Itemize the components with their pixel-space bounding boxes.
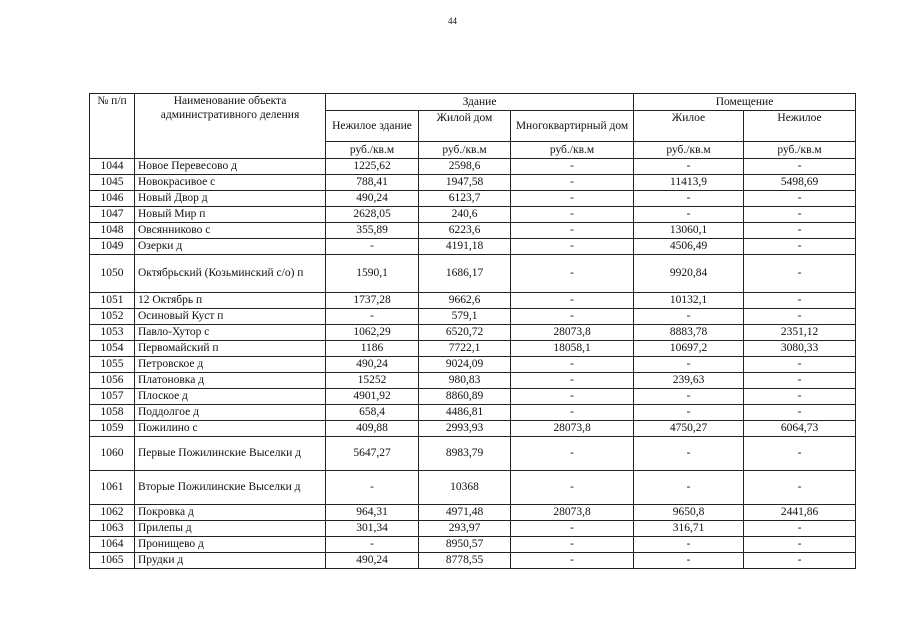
value-apartment-building: 28073,8 <box>511 325 634 341</box>
value-residential-premises: 11413,9 <box>634 175 744 191</box>
table-row <box>90 175 856 191</box>
value-nonresidential-building: 355,89 <box>326 223 419 239</box>
row-number: 1047 <box>90 207 135 223</box>
value-residential-house: 4191,18 <box>419 239 511 255</box>
row-name: Октябрьский (Козьминский с/о) п <box>135 255 326 293</box>
value-nonresidential-premises: - <box>744 537 856 553</box>
table-row <box>90 537 856 553</box>
value-residential-house: 9024,09 <box>419 357 511 373</box>
value-residential-premises: 9920,84 <box>634 255 744 293</box>
unit-label: руб./кв.м <box>419 142 511 159</box>
value-apartment-building: - <box>511 207 634 223</box>
value-nonresidential-premises: 2441,86 <box>744 505 856 521</box>
row-number: 1064 <box>90 537 135 553</box>
table-row <box>90 341 856 357</box>
row-number: 1045 <box>90 175 135 191</box>
value-nonresidential-building: 788,41 <box>326 175 419 191</box>
value-nonresidential-premises: 2351,12 <box>744 325 856 341</box>
col-header-number: № п/п <box>90 94 135 159</box>
row-number: 1048 <box>90 223 135 239</box>
value-residential-premises: 8883,78 <box>634 325 744 341</box>
value-nonresidential-building: 490,24 <box>326 191 419 207</box>
value-residential-house: 9662,6 <box>419 293 511 309</box>
value-residential-premises: 239,63 <box>634 373 744 389</box>
table-row <box>90 471 856 505</box>
row-name: Вторые Пожилинские Выселки д <box>135 471 326 505</box>
value-nonresidential-building: 1737,28 <box>326 293 419 309</box>
value-residential-house: 1947,58 <box>419 175 511 191</box>
value-nonresidential-building: 1062,29 <box>326 325 419 341</box>
value-residential-house: 579,1 <box>419 309 511 325</box>
value-apartment-building: - <box>511 405 634 421</box>
value-residential-house: 8778,55 <box>419 553 511 569</box>
row-name: Петровское д <box>135 357 326 373</box>
row-number: 1057 <box>90 389 135 405</box>
value-apartment-building: - <box>511 471 634 505</box>
table-row <box>90 239 856 255</box>
value-nonresidential-premises: 6064,73 <box>744 421 856 437</box>
value-apartment-building: 28073,8 <box>511 505 634 521</box>
row-name: Прилепы д <box>135 521 326 537</box>
value-residential-premises: 4750,27 <box>634 421 744 437</box>
value-nonresidential-building: 5647,27 <box>326 437 419 471</box>
value-nonresidential-premises: - <box>744 239 856 255</box>
value-nonresidential-building: 409,88 <box>326 421 419 437</box>
table-row <box>90 373 856 389</box>
row-name: Покровка д <box>135 505 326 521</box>
value-nonresidential-premises: - <box>744 405 856 421</box>
table-row <box>90 309 856 325</box>
value-nonresidential-premises: 3080,33 <box>744 341 856 357</box>
value-nonresidential-building: 1590,1 <box>326 255 419 293</box>
price-table <box>89 93 856 569</box>
value-nonresidential-premises: - <box>744 223 856 239</box>
col-header-residential-house: Жилой дом <box>419 111 511 142</box>
value-apartment-building: - <box>511 437 634 471</box>
value-residential-house: 6123,7 <box>419 191 511 207</box>
row-number: 1054 <box>90 341 135 357</box>
value-apartment-building: - <box>511 309 634 325</box>
value-nonresidential-building: - <box>326 309 419 325</box>
value-nonresidential-premises: - <box>744 437 856 471</box>
row-name: Озерки д <box>135 239 326 255</box>
row-number: 1062 <box>90 505 135 521</box>
value-nonresidential-building: 301,34 <box>326 521 419 537</box>
row-number: 1046 <box>90 191 135 207</box>
row-name: Новый Мир п <box>135 207 326 223</box>
value-residential-premises: 316,71 <box>634 521 744 537</box>
row-name: Первые Пожилинские Выселки д <box>135 437 326 471</box>
value-residential-house: 10368 <box>419 471 511 505</box>
value-apartment-building: - <box>511 175 634 191</box>
value-residential-house: 8983,79 <box>419 437 511 471</box>
col-header-building: Здание <box>326 94 634 111</box>
value-residential-house: 7722,1 <box>419 341 511 357</box>
row-number: 1061 <box>90 471 135 505</box>
table-row <box>90 521 856 537</box>
col-header-premises: Помещение <box>634 94 856 111</box>
value-residential-premises: - <box>634 471 744 505</box>
value-residential-premises: - <box>634 357 744 373</box>
value-residential-house: 4486,81 <box>419 405 511 421</box>
value-apartment-building: 18058,1 <box>511 341 634 357</box>
value-nonresidential-premises: - <box>744 293 856 309</box>
row-name: Новокрасивое с <box>135 175 326 191</box>
value-residential-house: 293,97 <box>419 521 511 537</box>
row-number: 1065 <box>90 553 135 569</box>
table-row <box>90 159 856 175</box>
value-residential-premises: - <box>634 405 744 421</box>
row-number: 1049 <box>90 239 135 255</box>
value-residential-house: 6520,72 <box>419 325 511 341</box>
unit-label: руб./кв.м <box>634 142 744 159</box>
value-residential-premises: 10697,2 <box>634 341 744 357</box>
value-residential-premises: - <box>634 553 744 569</box>
value-apartment-building: - <box>511 159 634 175</box>
value-residential-premises: - <box>634 537 744 553</box>
value-residential-house: 240,6 <box>419 207 511 223</box>
value-residential-house: 8860,89 <box>419 389 511 405</box>
value-nonresidential-premises: - <box>744 255 856 293</box>
value-residential-house: 8950,57 <box>419 537 511 553</box>
row-number: 1063 <box>90 521 135 537</box>
table-row <box>90 405 856 421</box>
row-name: Первомайский п <box>135 341 326 357</box>
row-number: 1059 <box>90 421 135 437</box>
value-nonresidential-building: 4901,92 <box>326 389 419 405</box>
value-nonresidential-building: 15252 <box>326 373 419 389</box>
value-nonresidential-building: 658,4 <box>326 405 419 421</box>
value-apartment-building: - <box>511 255 634 293</box>
row-name: Поддолгое д <box>135 405 326 421</box>
table-row <box>90 293 856 309</box>
row-number: 1056 <box>90 373 135 389</box>
value-apartment-building: - <box>511 373 634 389</box>
col-header-residential-premises: Жилое <box>634 111 744 142</box>
unit-label: руб./кв.м <box>744 142 856 159</box>
value-apartment-building: - <box>511 239 634 255</box>
value-residential-premises: 4506,49 <box>634 239 744 255</box>
table-row <box>90 421 856 437</box>
col-header-name: Наименование объекта административного деления <box>135 94 326 159</box>
table-row <box>90 553 856 569</box>
row-name: Новое Перевесово д <box>135 159 326 175</box>
value-apartment-building: - <box>511 553 634 569</box>
table-row <box>90 207 856 223</box>
row-name: Овсянниково с <box>135 223 326 239</box>
table-row <box>90 223 856 239</box>
value-apartment-building: - <box>511 191 634 207</box>
col-header-apartment-building: Многоквартирный дом <box>511 111 634 142</box>
value-nonresidential-premises: - <box>744 159 856 175</box>
value-residential-house: 980,83 <box>419 373 511 389</box>
value-nonresidential-building: - <box>326 537 419 553</box>
row-name: Осиновый Куст п <box>135 309 326 325</box>
value-residential-house: 2993,93 <box>419 421 511 437</box>
value-apartment-building: - <box>511 521 634 537</box>
table-row <box>90 437 856 471</box>
value-apartment-building: 28073,8 <box>511 421 634 437</box>
value-nonresidential-premises: - <box>744 521 856 537</box>
value-nonresidential-premises: - <box>744 373 856 389</box>
col-header-nonresidential-premises: Нежилое <box>744 111 856 142</box>
value-residential-house: 2598,6 <box>419 159 511 175</box>
value-residential-premises: - <box>634 389 744 405</box>
value-nonresidential-premises: 5498,69 <box>744 175 856 191</box>
value-nonresidential-building: 2628,05 <box>326 207 419 223</box>
value-apartment-building: - <box>511 537 634 553</box>
value-residential-premises: - <box>634 207 744 223</box>
value-nonresidential-premises: - <box>744 309 856 325</box>
value-residential-premises: - <box>634 159 744 175</box>
value-nonresidential-building: 964,31 <box>326 505 419 521</box>
value-residential-house: 1686,17 <box>419 255 511 293</box>
value-residential-premises: - <box>634 309 744 325</box>
value-residential-premises: 9650,8 <box>634 505 744 521</box>
row-name: Прудки д <box>135 553 326 569</box>
value-residential-premises: 13060,1 <box>634 223 744 239</box>
value-apartment-building: - <box>511 389 634 405</box>
unit-label: руб./кв.м <box>511 142 634 159</box>
value-nonresidential-building: 1225,62 <box>326 159 419 175</box>
row-number: 1052 <box>90 309 135 325</box>
unit-label: руб./кв.м <box>326 142 419 159</box>
row-number: 1053 <box>90 325 135 341</box>
row-number: 1051 <box>90 293 135 309</box>
value-nonresidential-building: - <box>326 239 419 255</box>
value-apartment-building: - <box>511 223 634 239</box>
row-number: 1044 <box>90 159 135 175</box>
row-number: 1060 <box>90 437 135 471</box>
value-nonresidential-building: 490,24 <box>326 553 419 569</box>
row-number: 1050 <box>90 255 135 293</box>
value-residential-premises: - <box>634 191 744 207</box>
row-name: Платоновка д <box>135 373 326 389</box>
row-number: 1055 <box>90 357 135 373</box>
value-residential-premises: 10132,1 <box>634 293 744 309</box>
table-row <box>90 357 856 373</box>
value-residential-house: 6223,6 <box>419 223 511 239</box>
value-nonresidential-premises: - <box>744 191 856 207</box>
value-nonresidential-building: 1186 <box>326 341 419 357</box>
value-nonresidential-premises: - <box>744 471 856 505</box>
table-row <box>90 255 856 293</box>
row-name: Павло-Хутор с <box>135 325 326 341</box>
row-name: 12 Октябрь п <box>135 293 326 309</box>
value-apartment-building: - <box>511 293 634 309</box>
row-name: Пожилино с <box>135 421 326 437</box>
value-residential-house: 4971,48 <box>419 505 511 521</box>
value-nonresidential-premises: - <box>744 389 856 405</box>
row-number: 1058 <box>90 405 135 421</box>
value-apartment-building: - <box>511 357 634 373</box>
value-nonresidential-building: - <box>326 471 419 505</box>
col-header-nonresidential-building: Нежилое здание <box>326 111 419 142</box>
table-row <box>90 389 856 405</box>
table-body <box>90 159 856 569</box>
value-residential-premises: - <box>634 437 744 471</box>
table-row <box>90 191 856 207</box>
page-number: 44 <box>448 16 457 26</box>
table-row <box>90 325 856 341</box>
row-name: Плоское д <box>135 389 326 405</box>
row-name: Новый Двор д <box>135 191 326 207</box>
table-row <box>90 505 856 521</box>
value-nonresidential-premises: - <box>744 357 856 373</box>
value-nonresidential-premises: - <box>744 553 856 569</box>
value-nonresidential-building: 490,24 <box>326 357 419 373</box>
row-name: Пронищево д <box>135 537 326 553</box>
value-nonresidential-premises: - <box>744 207 856 223</box>
